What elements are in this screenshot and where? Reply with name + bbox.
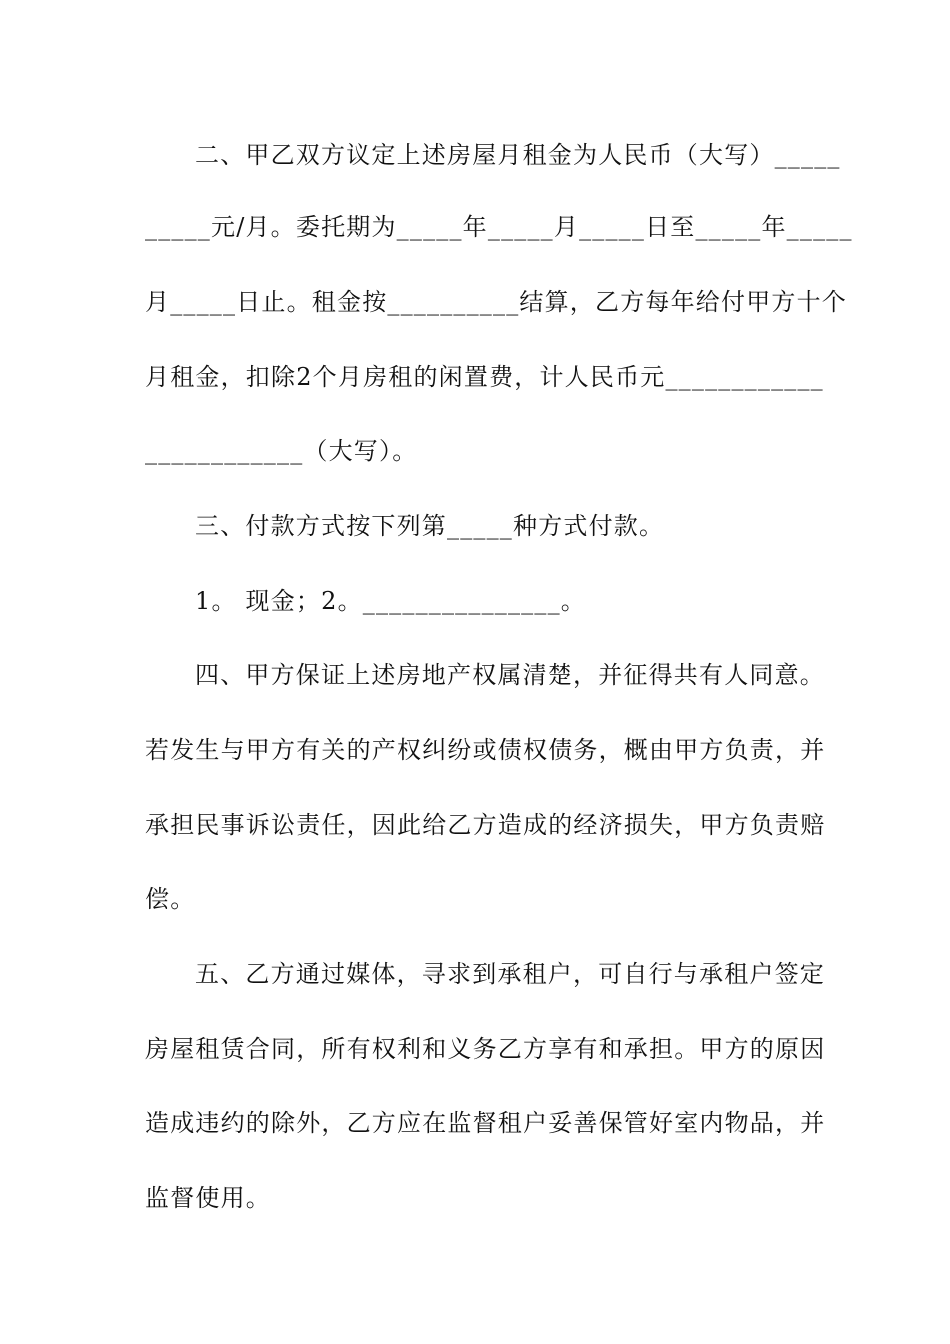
- clause-3-payment-options: 1。 现金；2。_______________。: [195, 587, 586, 615]
- clause-4-line-2: 若发生与甲方有关的产权纠纷或债权债务，概由甲方负责，并: [145, 736, 826, 764]
- clause-2-line-4: 月租金，扣除2个月房租的闲置费，计人民币元____________: [145, 363, 824, 391]
- clause-5-line-3: 造成违约的除外，乙方应在监督租户妥善保管好室内物品，并: [145, 1109, 826, 1137]
- clause-4-line-4: 偿。: [145, 885, 196, 913]
- clause-2-line-1: 二、甲乙双方议定上述房屋月租金为人民币（大写）_____: [195, 141, 841, 169]
- clause-5-line-4: 监督使用。: [145, 1184, 271, 1212]
- clause-2-line-3: 月_____日止。租金按__________结算，乙方每年给付甲方十个: [145, 288, 847, 316]
- clause-2-line-5: ____________（大写）。: [145, 437, 418, 465]
- clause-4-line-3: 承担民事诉讼责任，因此给乙方造成的经济损失，甲方负责赔: [145, 811, 826, 839]
- clause-2-line-2: _____元/月。委托期为_____年_____月_____日至_____年_____: [145, 213, 853, 241]
- clause-5-line-2: 房屋租赁合同，所有权利和义务乙方享有和承担。甲方的原因: [145, 1035, 826, 1063]
- clause-3-line-1: 三、付款方式按下列第_____种方式付款。: [195, 512, 665, 540]
- clause-5-line-1: 五、乙方通过媒体，寻求到承租户，可自行与承租户签定: [195, 960, 825, 988]
- clause-4-line-1: 四、甲方保证上述房地产权属清楚，并征得共有人同意。: [195, 661, 825, 689]
